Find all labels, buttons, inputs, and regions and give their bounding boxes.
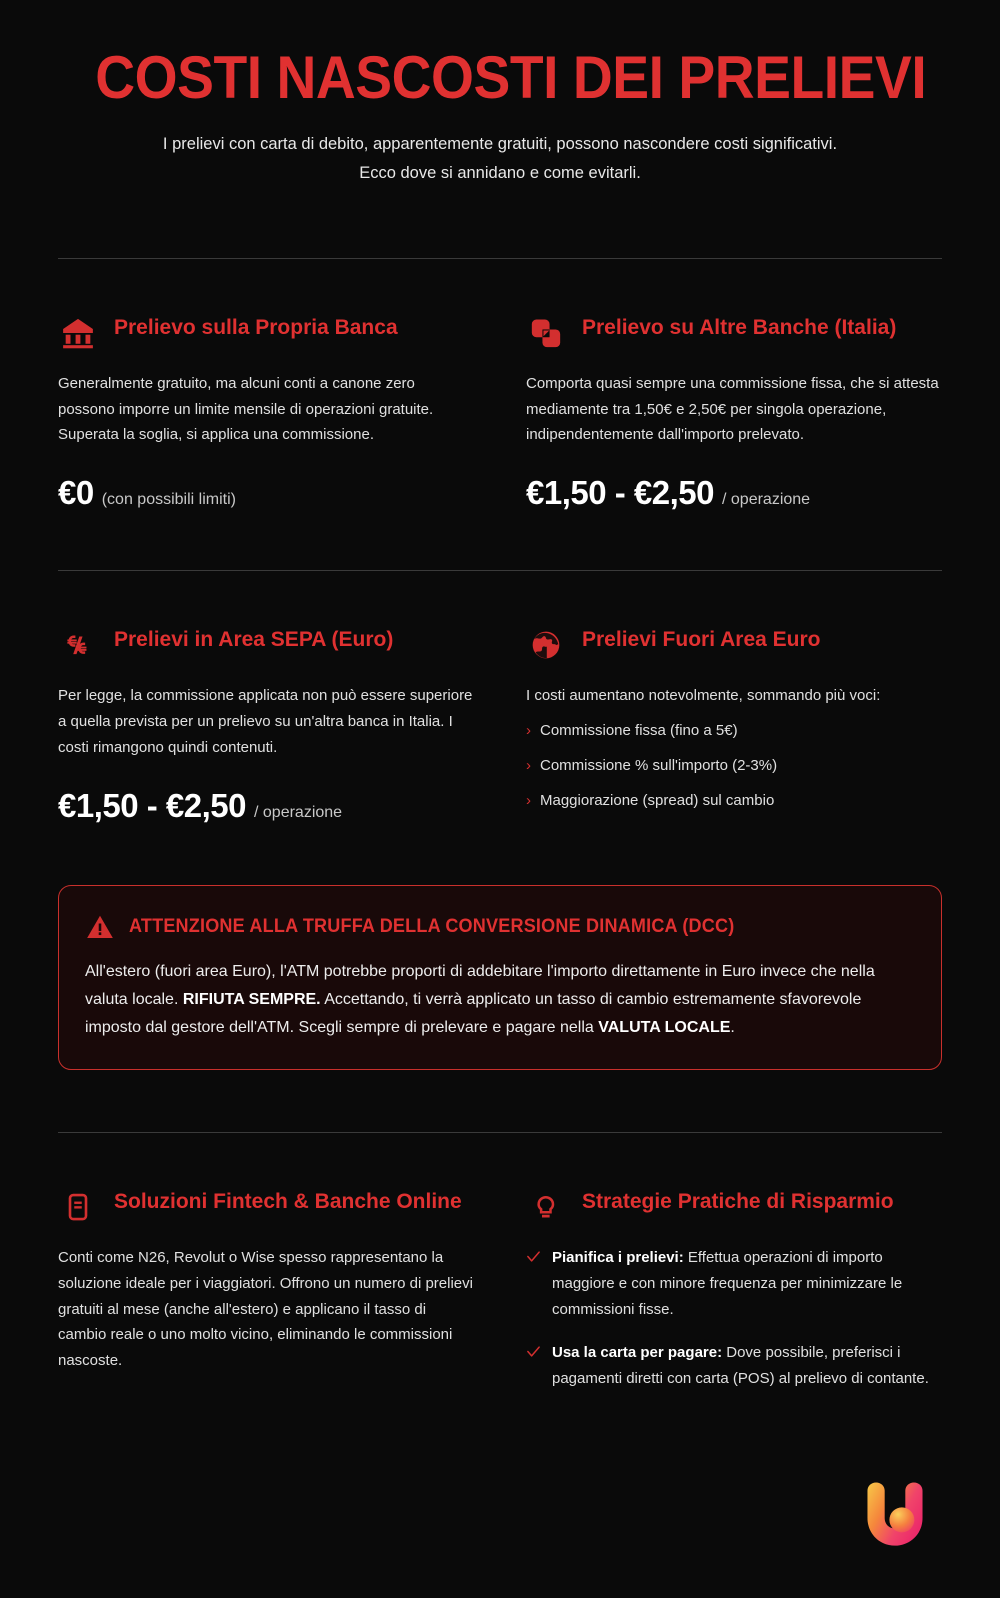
card-saving-strategies [526, 1185, 942, 1410]
section-row-1 [0, 311, 1000, 512]
bank-icon [58, 313, 98, 353]
price-row [58, 474, 474, 512]
card-title: Prelievo su Altre Banche (Italia) [582, 315, 897, 339]
warning-text-1: All'estero (fuori area Euro), l'ATM potrebbe proporti di addebitare l'importo direttamente in Euro invece che nella valuta locale. [85, 962, 875, 1008]
globe-icon [526, 625, 566, 665]
warning-bold-2: VALUTA LOCALE [598, 1019, 731, 1037]
currency-exchange-icon [58, 625, 98, 665]
card-body: I costi aumentano notevolmente, sommando più voci: [526, 687, 881, 705]
tip-text [552, 1245, 942, 1322]
card-body: Comporta quasi sempre una commissione fissa, che si attesta mediamente tra 1,50€ e 2,50€ per singola operazione, indipendentemente dall'importo prelevato. [526, 374, 939, 444]
price-row [526, 474, 942, 512]
card-title: Strategie Pratiche di Risparmio [582, 1189, 894, 1213]
warning-triangle-icon [85, 912, 115, 942]
tip-detail: Dove possibile, preferisci i pagamenti diretti con carta (POS) al prelievo di contante. [552, 1344, 929, 1388]
page-subtitle: I prelievi con carta di debito, apparentemente gratuiti, possono nascondere costi significativi. Ecco dove si annidano e come evitarli. [162, 135, 838, 182]
card-title: Soluzioni Fintech & Banche Online [114, 1189, 462, 1213]
warning-bold-1: RIFIUTA SEMPRE. [182, 991, 321, 1008]
card-title: Prelievo sulla Propria Banca [114, 315, 398, 339]
price-value: €1,50 - €2,50 [526, 474, 714, 512]
warning-text-2: Accettando, ti verrà applicato un tasso di cambio estremamente sfavorevole imposto dal gestore dell'ATM. Scegli sempre di prelevare e pagare nella [85, 991, 862, 1037]
card-header [58, 1185, 474, 1227]
checkmark-icon [526, 1249, 541, 1264]
price-value: €1,50 - €2,50 [58, 786, 246, 824]
warning-header [85, 912, 913, 942]
card-title: Prelievi in Area SEPA (Euro) [114, 628, 394, 652]
card-header [526, 623, 942, 665]
price-note: / operazione [722, 491, 811, 509]
tip-lead: Pianifica i prelievi: [552, 1248, 684, 1266]
section-row-2 [0, 623, 1000, 824]
chevron-right-icon: › [526, 756, 531, 774]
card-header [58, 623, 474, 665]
warning-text-3: . [730, 1019, 735, 1037]
list-item [526, 1340, 942, 1392]
warning-section [0, 885, 1000, 1070]
card-own-bank [58, 311, 474, 512]
price-value: €0 [58, 474, 94, 512]
list-item [526, 788, 942, 814]
chevron-right-icon: › [526, 791, 531, 809]
smartphone-icon [58, 1187, 98, 1227]
card-body: Conti come N26, Revolut o Wise spesso rappresentano la soluzione ideale per i viaggiatori. Offrono un numero di prelievi gratuiti al mese (anche all'estero) e applicano il tasso di cambio reale o uno molto vicino, eliminando le commissioni nascoste. [58, 1248, 473, 1370]
header [0, 0, 1000, 188]
u-brand-logo [852, 1470, 938, 1556]
multiple-banks-icon [526, 313, 566, 353]
tip-lead: Usa la carta per pagare: [552, 1344, 723, 1362]
list-item-label: Maggiorazione (spread) sul cambio [540, 791, 775, 809]
card-sepa-area [58, 623, 474, 824]
price-note: (con possibili limiti) [101, 491, 236, 509]
dcc-warning-box [58, 885, 942, 1070]
lightbulb-icon [526, 1187, 566, 1227]
page-title: COSTI NASCOSTI DEI PRELIEVI [95, 44, 927, 111]
section-row-3 [0, 1185, 1000, 1410]
tips-list [526, 1245, 942, 1392]
list-item [526, 1245, 942, 1322]
chevron-right-icon: › [526, 721, 531, 739]
warning-body [85, 958, 913, 1043]
card-body: Per legge, la commissione applicata non può essere superiore a quella prevista per un prelievo su un'altra banca in Italia. I costi rimangono quindi contenuti. [58, 687, 473, 756]
tip-text [552, 1340, 942, 1392]
card-fintech [58, 1185, 474, 1410]
card-title: Prelievi Fuori Area Euro [582, 628, 821, 652]
checkmark-icon [526, 1344, 541, 1359]
list-item-label: Commissione % sull'importo (2-3%) [540, 756, 778, 774]
card-other-banks-italy [526, 311, 942, 512]
card-header [58, 311, 474, 353]
list-item [526, 718, 942, 744]
card-header [526, 1185, 942, 1227]
card-body: Generalmente gratuito, ma alcuni conti a canone zero possono imporre un limite mensile di operazioni gratuite. Superata la soglia, si applica una commissione. [58, 374, 434, 444]
warning-title: ATTENZIONE ALLA TRUFFA DELLA CONVERSIONE DINAMICA (DCC) [129, 915, 735, 937]
price-row [58, 787, 474, 825]
footer [0, 1470, 1000, 1556]
list-item-label: Commissione fissa (fino a 5€) [540, 721, 738, 739]
tip-detail: Effettua operazioni di importo maggiore e con minore frequenza per minimizzare le commissioni fisse. [552, 1248, 903, 1318]
list-item [526, 753, 942, 779]
card-outside-euro-area [526, 623, 942, 824]
cost-items-list [526, 718, 942, 813]
card-header [526, 311, 942, 353]
price-note: / operazione [254, 803, 343, 821]
